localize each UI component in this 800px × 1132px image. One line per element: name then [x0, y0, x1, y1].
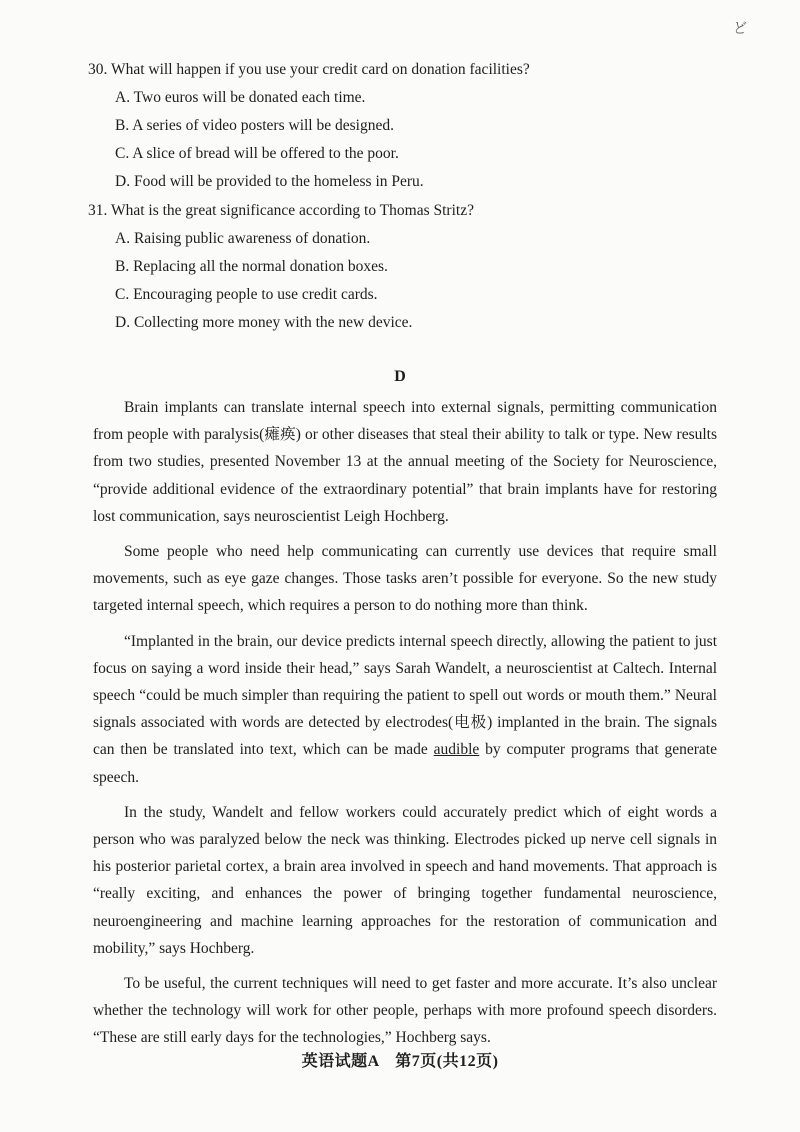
passage-paragraph-2: Some people who need help communicating can currently use devices that require small movements, such as eye gaze changes. Those tasks aren’t possible for everyone. So the new study targeted internal speech, which requires a person to do nothing more than think.	[93, 543, 717, 615]
question-30-stem: 30. What will happen if you use your credit card on donation facilities?	[88, 61, 530, 78]
question-30-option-c: C. A slice of bread will be offered to the poor.	[115, 145, 399, 162]
question-30-option-b: B. A series of video posters will be designed.	[115, 117, 394, 134]
passage-paragraph-5: To be useful, the current techniques will need to get faster and more accurate. It’s also unclear whether the technology will work for other people, perhaps with more profound speech disorders. “These are still early days for the technologies,” Hochberg says.	[93, 975, 717, 1047]
question-30-option-d: D. Food will be provided to the homeless in Peru.	[115, 173, 424, 190]
paragraph-3-text-after: by computer programs that generate speech.	[93, 741, 717, 786]
question-30-option-a: A. Two euros will be donated each time.	[115, 89, 366, 106]
page-footer: 英语试题A 第7页(共12页)	[301, 1053, 499, 1070]
question-31-option-c: C. Encouraging people to use credit cards.	[115, 286, 378, 303]
passage-paragraph-3	[93, 628, 717, 791]
question-31-stem: 31. What is the great significance according to Thomas Stritz?	[88, 202, 474, 219]
question-31-option-a: A. Raising public awareness of donation.	[115, 230, 371, 247]
corner-mark: ど	[733, 22, 747, 37]
paragraph-3-text-before: “Implanted in the brain, our device predicts internal speech directly, allowing the patient to just focus on saying a word inside their head,” says Sarah Wandelt, a neuroscientist at Caltech. Internal speech “could be much simpler than requiring the patient to spell out words or mouth them.” Neural signals associated with words are detected by electrodes(电极) implanted in the brain. The signals can then be translated into text, which can be made	[93, 632, 717, 759]
section-heading: D	[394, 368, 406, 385]
underlined-word-audible: audible	[433, 741, 480, 759]
question-31-option-d: D. Collecting more money with the new device.	[115, 314, 413, 331]
passage-paragraph-4: In the study, Wandelt and fellow workers could accurately predict which of eight words a person who was paralyzed below the neck was thinking. Electrodes picked up nerve cell signals in his posterior parietal cortex, a brain area involved in speech and hand movements. That approach is “really exciting, and enhances the power of bringing together fundamental neuroscience, neuroengineering and machine learning approaches for the restoration of communication and mobility,” says Hochberg.	[93, 803, 717, 957]
question-31-option-b: B. Replacing all the normal donation boxes.	[115, 258, 388, 275]
passage-paragraph-1: Brain implants can translate internal speech into external signals, permitting communication from people with paralysis(瘫痪) or other diseases that steal their ability to talk or type. New results from two studies, presented November 13 at the annual meeting of the Society for Neuroscience, “provide additional evidence of the extraordinary potential” that brain implants have for restoring lost communication, says neuroscientist Leigh Hochberg.	[93, 399, 717, 525]
reading-passage	[93, 394, 717, 1060]
